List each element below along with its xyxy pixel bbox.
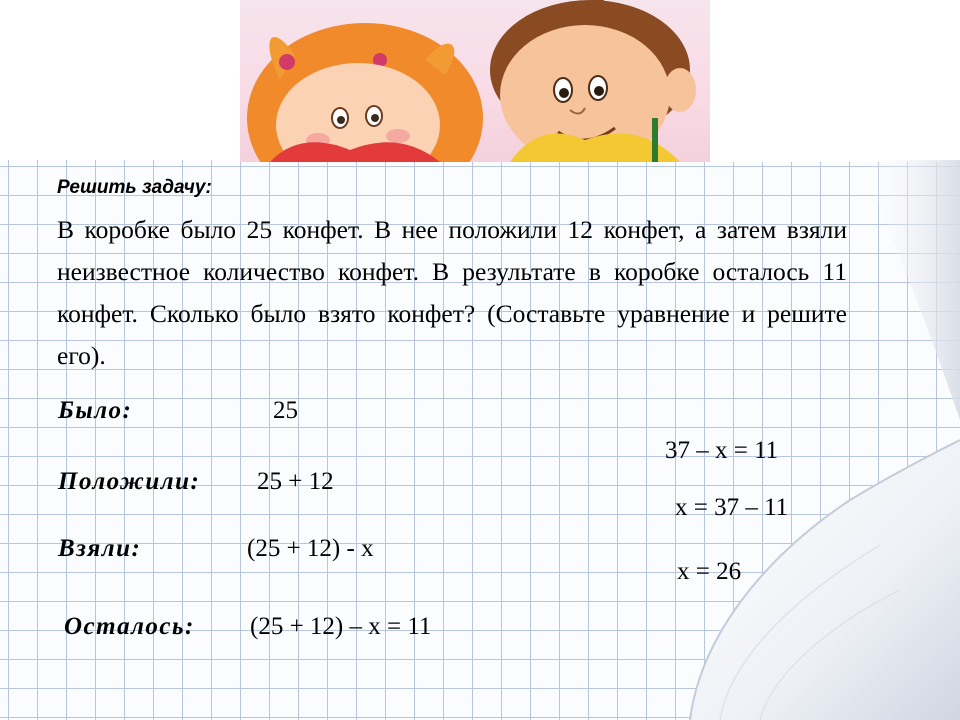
taken-label: Взяли:	[58, 535, 142, 562]
left-label: Осталось:	[64, 613, 195, 640]
left-value: (25 + 12) – х = 11	[250, 613, 432, 640]
solution-step-1: 37 – х = 11	[665, 437, 779, 464]
was-value: 25	[273, 397, 298, 424]
taken-value: (25 + 12) - х	[247, 535, 374, 562]
added-value: 25 + 12	[257, 468, 334, 495]
problem-text: В коробке было 25 конфет. В нее положили 12 конфет, а затем взяли неизвестное количество конфет. В результате в коробке осталось 11 конфет. Сколько было взято конфет? (Составьте уравнение и решите его).	[57, 215, 847, 370]
added-label: Положили:	[58, 468, 201, 495]
solution-step-2: х = 37 – 11	[675, 494, 789, 521]
task-heading: Решить задачу:	[57, 177, 212, 198]
solution-step-3: х = 26	[677, 558, 742, 585]
was-label: Было:	[58, 397, 133, 424]
